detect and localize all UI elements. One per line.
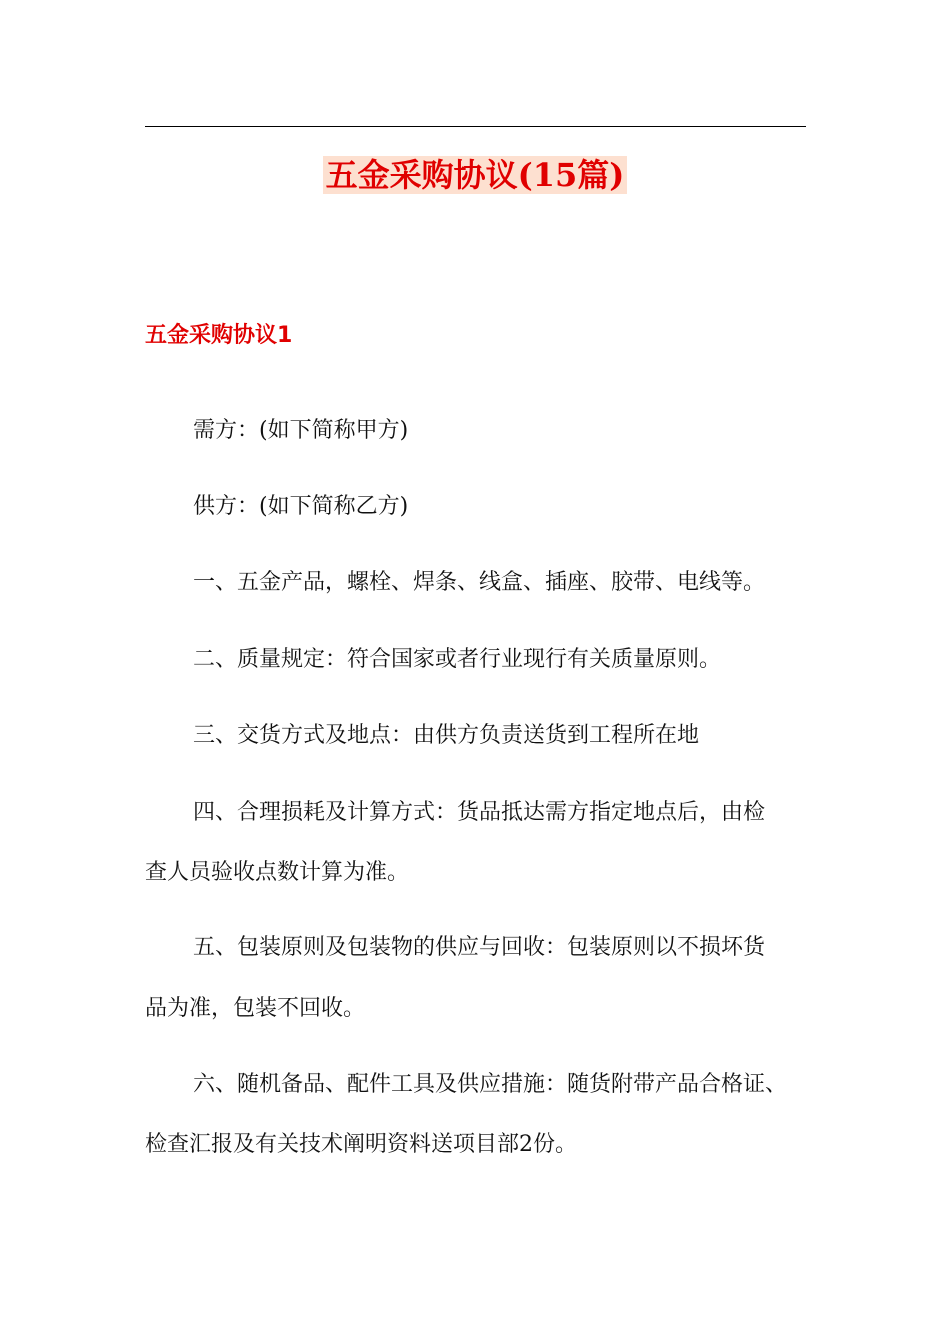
paragraph-line: 六、随机备品、配件工具及供应措施：随货附带产品合格证、: [193, 1072, 788, 1097]
document-title: [0, 150, 950, 200]
paragraph-line: 一、五金产品，螺栓、焊条、线盒、插座、胶带、电线等。: [193, 570, 766, 595]
paragraph-line: 检查汇报及有关技术阐明资料送项目部2份。: [145, 1132, 577, 1157]
document-title-text: 五金采购协议(15篇): [323, 156, 628, 194]
paragraph-line: 查人员验收点数计算为准。: [145, 860, 410, 885]
paragraph-line: 四、合理损耗及计算方式：货品抵达需方指定地点后，由检: [193, 800, 766, 825]
paragraph-line: 品为准，包装不回收。: [145, 996, 366, 1021]
paragraph-line: 二、质量规定：符合国家或者行业现行有关质量原则。: [193, 647, 722, 672]
paragraph-line: 需方：(如下简称甲方): [193, 418, 409, 443]
paragraph-line: 供方：(如下简称乙方): [193, 494, 409, 519]
paragraph-line: 三、交货方式及地点：由供方负责送货到工程所在地: [193, 723, 700, 748]
section-heading: 五金采购协议1: [145, 323, 293, 348]
header-rule: [145, 126, 806, 127]
paragraph-line: 五、包装原则及包装物的供应与回收：包装原则以不损坏货: [193, 935, 766, 960]
